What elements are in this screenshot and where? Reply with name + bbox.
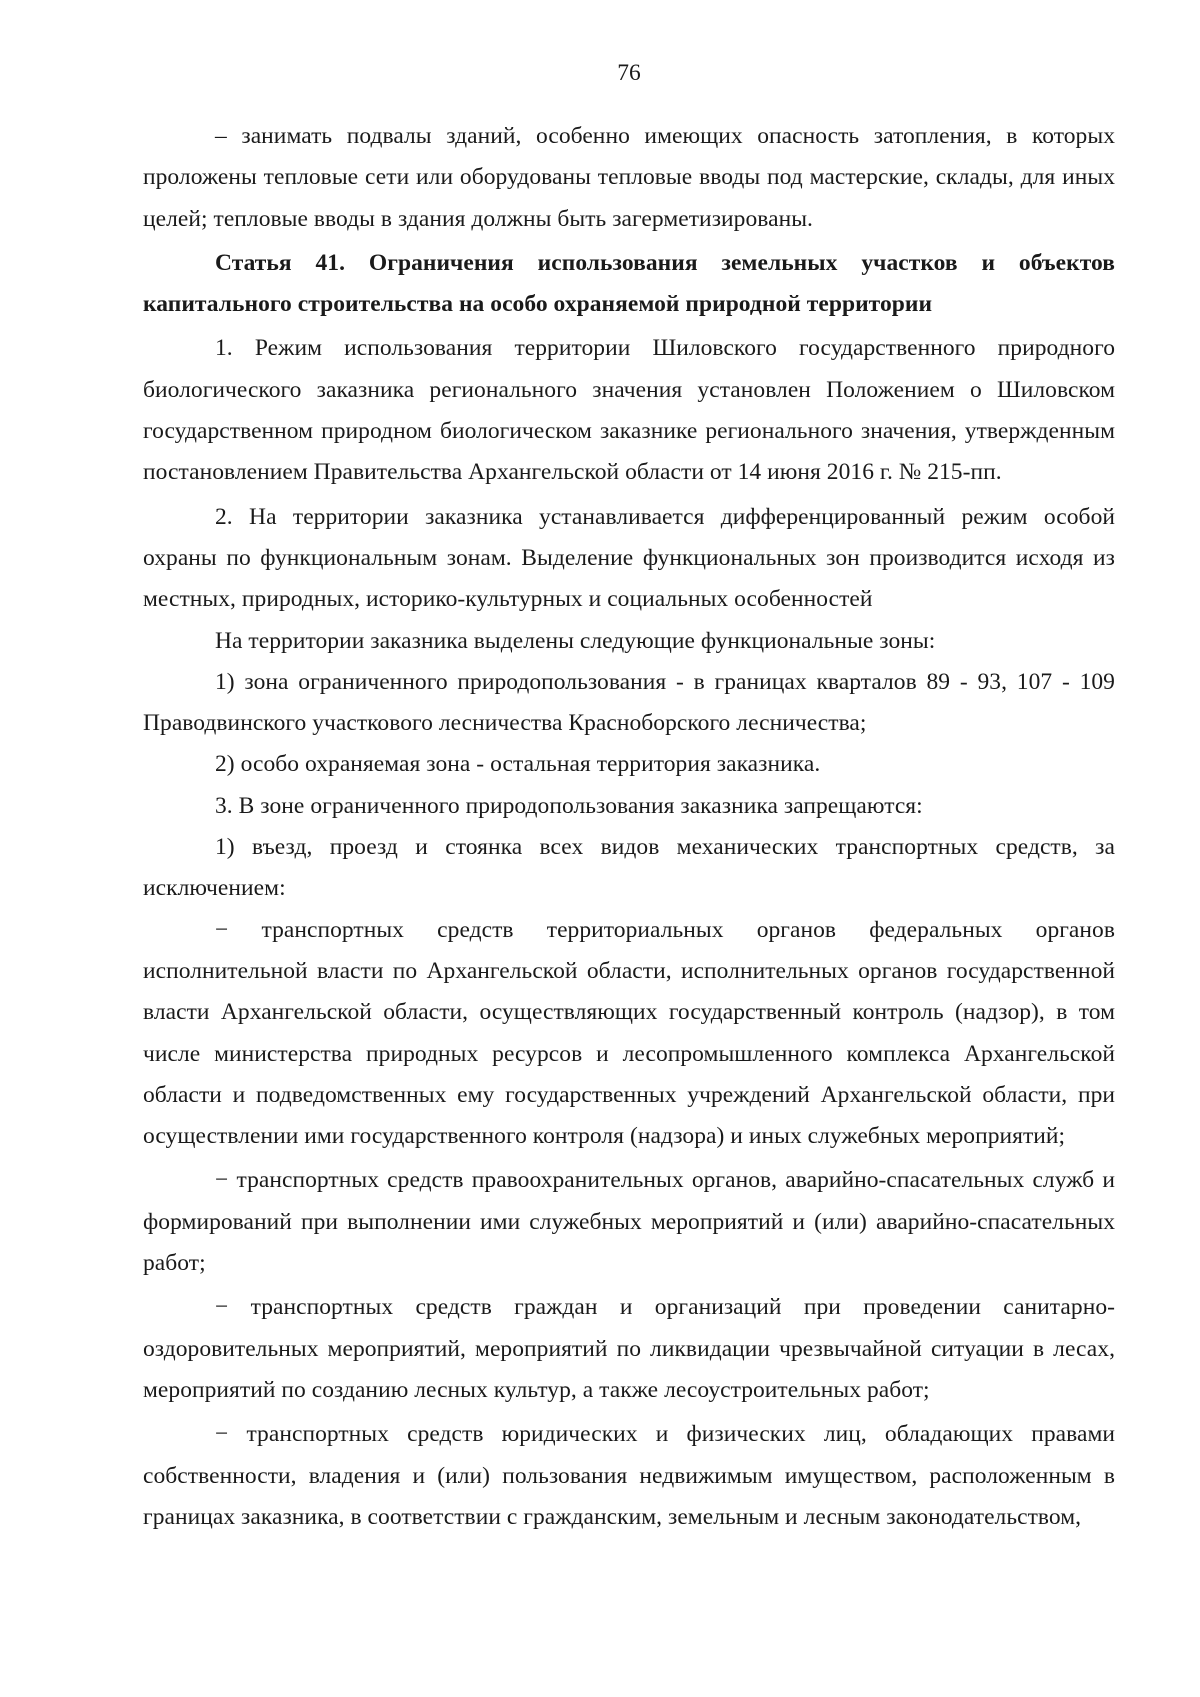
paragraph-zone-protected: 2) особо охраняемая зона - остальная территория заказника. <box>215 751 821 778</box>
paragraph-zones-regime: 2. На территории заказника устанавливается дифференцированный режим особой охраны по функциональным зонам. Выделение функциональных зон производится исходя из местных, природных, историко-культурных и социальных особенностей <box>143 503 1115 613</box>
paragraph-basements: – занимать подвалы зданий, особенно имеющих опасность затопления, в которых проложены тепловые сети или оборудованы тепловые вводы под мастерские, склады, для иных целей; тепловые вводы в здания должны быть загерметизированы. <box>143 123 1115 232</box>
list-item-property-owners: − транспортных средств юридических и физических лиц, обладающих правами собственности, владения и (или) пользования недвижимым имуществом, расположенным в границах заказника, в соответствии с гражданским, земельным и лесным законодательством, <box>143 1421 1115 1530</box>
list-item-law-enforcement: − транспортных средств правоохранительных органов, аварийно-спасательных служб и формирований при выполнении ими служебных мероприятий и (или) аварийно-спасательных работ; <box>143 1167 1115 1277</box>
article-41-heading: Статья 41. Ограничения использования земельных участков и объектов капитального строительства на особо охраняемой природной территории <box>143 249 1115 318</box>
paragraph-zones-intro: На территории заказника выделены следующие функциональные зоны: <box>215 627 936 654</box>
paragraph-zone-limited: 1) зона ограниченного природопользования - в границах кварталов 89 - 93, 107 - 109 Праводвинского участкового лесничества Красноборского лесничества; <box>143 668 1115 737</box>
paragraph-prohibitions: 3. В зоне ограниченного природопользования заказника запрещаются: <box>215 792 923 819</box>
paragraph-regime: 1. Режим использования территории Шиловского государственного природного биологического заказника регионального значения установлен Положением о Шиловском государственном природном биологическом заказнике регионального значения, утвержденным постановлением Правительства Архангельской области от 14 июня 2016 г. № 215-пп. <box>143 335 1115 486</box>
list-item-citizens: − транспортных средств граждан и организаций при проведении санитарно-оздоровительных мероприятий, мероприятий по ликвидации чрезвычайной ситуации в лесах, мероприятий по созданию лесных культур, а также лесоустроительных работ; <box>143 1294 1115 1403</box>
page-number: 76 <box>617 60 641 86</box>
document-body <box>143 116 1115 1538</box>
paragraph-vehicles: 1) въезд, проезд и стоянка всех видов механических транспортных средств, за исключением: <box>143 834 1115 902</box>
list-item-state-bodies: − транспортных средств территориальных органов федеральных органов исполнительной власти по Архангельской области, исполнительных органов государственной власти Архангельской области, осуществляющих государственный контроль (надзор), в том числе министерства природных ресурсов и лесопромышленного комплекса Архангельской области и подведомственных ему государственных учреждений Архангельской области, при осуществлении ими государственного контроля (надзора) и иных служебных мероприятий; <box>143 916 1115 1150</box>
